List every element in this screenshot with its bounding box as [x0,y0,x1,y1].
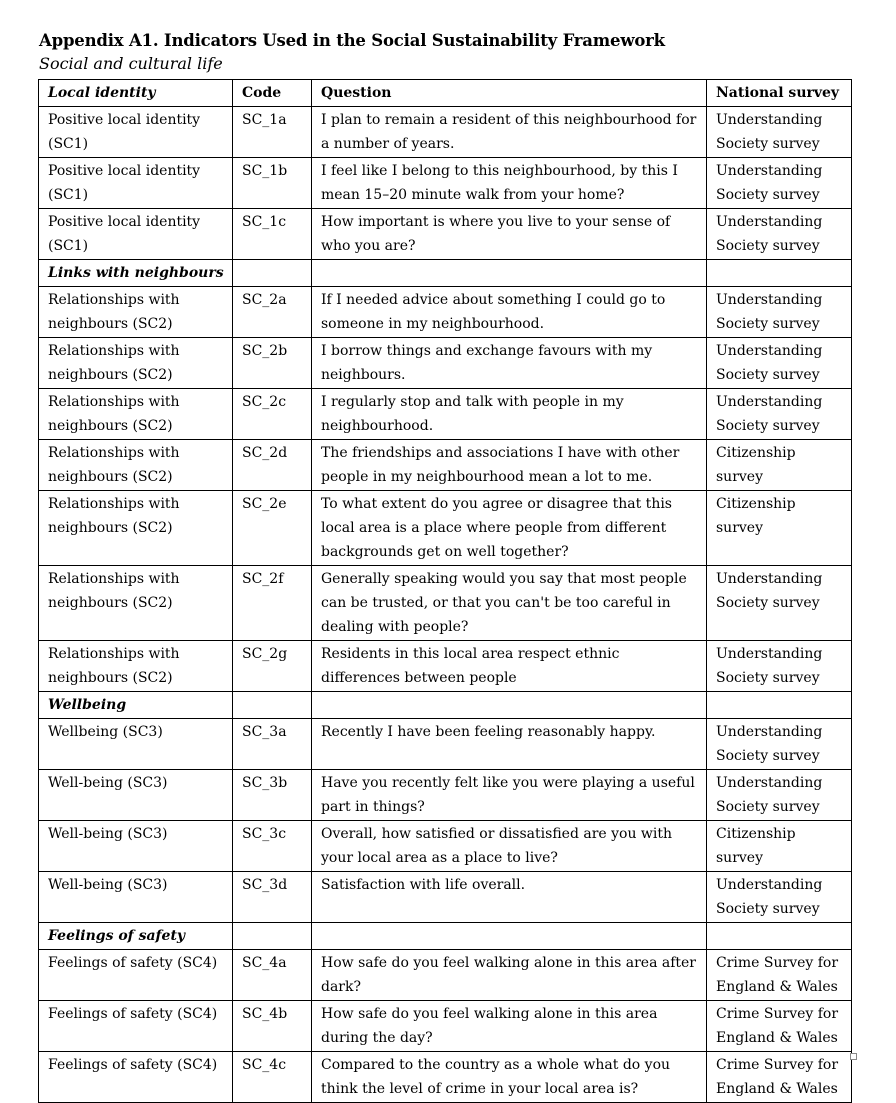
survey-cell: Crime Survey for England & Wales [707,1001,852,1052]
empty-cell [233,923,312,950]
survey-cell: Understanding Society survey [707,287,852,338]
code-cell: SC_2b [233,338,312,389]
question-cell: I regularly stop and talk with people in my neighbourhood. [312,389,707,440]
indicator-cell: Positive local identity (SC1) [39,209,233,260]
code-cell: SC_1a [233,107,312,158]
question-cell: I feel like I belong to this neighbourhood, by this I mean 15–20 minute walk from your home? [312,158,707,209]
table-row [39,491,852,566]
question-cell: The friendships and associations I have with other people in my neighbourhood mean a lot to me. [312,440,707,491]
document-title: Appendix A1. Indicators Used in the Social Sustainability Framework [39,31,665,50]
code-cell: SC_3c [233,821,312,872]
code-cell: SC_2f [233,566,312,641]
section-row [39,923,852,950]
survey-cell: Understanding Society survey [707,719,852,770]
question-cell: Have you recently felt like you were playing a useful part in things? [312,770,707,821]
code-cell: SC_1b [233,158,312,209]
empty-cell [233,692,312,719]
code-cell: SC_2a [233,287,312,338]
survey-cell: Understanding Society survey [707,641,852,692]
indicator-cell: Feelings of safety (SC4) [39,1052,233,1103]
section-heading: Feelings of safety [39,923,233,950]
question-cell: How safe do you feel walking alone in this area during the day? [312,1001,707,1052]
empty-cell [312,260,707,287]
section-heading: Wellbeing [39,692,233,719]
table-row [39,566,852,641]
question-cell: How safe do you feel walking alone in this area after dark? [312,950,707,1001]
question-cell: To what extent do you agree or disagree that this local area is a place where people from different backgrounds get on well together? [312,491,707,566]
table-header-row [39,80,852,107]
empty-cell [312,692,707,719]
table-row [39,821,852,872]
code-cell: SC_4b [233,1001,312,1052]
survey-cell: Understanding Society survey [707,209,852,260]
code-cell: SC_2d [233,440,312,491]
empty-cell [233,260,312,287]
question-cell: If I needed advice about something I could go to someone in my neighbourhood. [312,287,707,338]
section-heading: Links with neighbours [39,260,233,287]
survey-cell: Understanding Society survey [707,389,852,440]
table-row [39,872,852,923]
code-cell: SC_3d [233,872,312,923]
table-row [39,641,852,692]
table-row [39,770,852,821]
table-row [39,1052,852,1103]
code-cell: SC_4a [233,950,312,1001]
empty-cell [707,923,852,950]
header-question: Question [312,80,707,107]
indicator-cell: Feelings of safety (SC4) [39,1001,233,1052]
table-row [39,107,852,158]
indicator-cell: Relationships with neighbours (SC2) [39,287,233,338]
indicator-cell: Relationships with neighbours (SC2) [39,440,233,491]
table-resize-handle[interactable] [850,1053,857,1060]
table-row [39,209,852,260]
table-body [39,107,852,1103]
table-row [39,950,852,1001]
table-row [39,1001,852,1052]
survey-cell: Citizenship survey [707,491,852,566]
code-cell: SC_4c [233,1052,312,1103]
code-cell: SC_3b [233,770,312,821]
section-row [39,692,852,719]
question-cell: Satisfaction with life overall. [312,872,707,923]
code-cell: SC_3a [233,719,312,770]
header-national-survey: National survey [707,80,852,107]
table-row [39,338,852,389]
question-cell: Overall, how satisfied or dissatisfied are you with your local area as a place to live? [312,821,707,872]
indicator-cell: Relationships with neighbours (SC2) [39,389,233,440]
survey-cell: Crime Survey for England & Wales [707,1052,852,1103]
survey-cell: Understanding Society survey [707,158,852,209]
empty-cell [312,923,707,950]
question-cell: Generally speaking would you say that most people can be trusted, or that you can't be too careful in dealing with people? [312,566,707,641]
empty-cell [707,260,852,287]
indicator-cell: Well-being (SC3) [39,770,233,821]
table-row [39,287,852,338]
empty-cell [707,692,852,719]
section-row [39,260,852,287]
survey-cell: Crime Survey for England & Wales [707,950,852,1001]
question-cell: Recently I have been feeling reasonably happy. [312,719,707,770]
indicator-cell: Relationships with neighbours (SC2) [39,641,233,692]
table-row [39,719,852,770]
code-cell: SC_2c [233,389,312,440]
survey-cell: Understanding Society survey [707,566,852,641]
question-cell: Compared to the country as a whole what do you think the level of crime in your local area is? [312,1052,707,1103]
header-local-identity: Local identity [39,80,233,107]
indicator-cell: Feelings of safety (SC4) [39,950,233,1001]
indicator-cell: Wellbeing (SC3) [39,719,233,770]
table-row [39,440,852,491]
survey-cell: Understanding Society survey [707,872,852,923]
indicators-table [38,79,852,1103]
table-row [39,389,852,440]
document-subtitle: Social and cultural life [39,54,223,73]
indicator-cell: Relationships with neighbours (SC2) [39,566,233,641]
survey-cell: Understanding Society survey [707,338,852,389]
survey-cell: Citizenship survey [707,440,852,491]
code-cell: SC_2g [233,641,312,692]
code-cell: SC_1c [233,209,312,260]
indicator-cell: Well-being (SC3) [39,821,233,872]
survey-cell: Understanding Society survey [707,107,852,158]
indicator-cell: Well-being (SC3) [39,872,233,923]
question-cell: Residents in this local area respect ethnic differences between people [312,641,707,692]
question-cell: How important is where you live to your sense of who you are? [312,209,707,260]
indicator-cell: Relationships with neighbours (SC2) [39,491,233,566]
table-row [39,158,852,209]
indicator-cell: Positive local identity (SC1) [39,107,233,158]
survey-cell: Citizenship survey [707,821,852,872]
question-cell: I borrow things and exchange favours with my neighbours. [312,338,707,389]
header-code: Code [233,80,312,107]
code-cell: SC_2e [233,491,312,566]
survey-cell: Understanding Society survey [707,770,852,821]
indicator-cell: Positive local identity (SC1) [39,158,233,209]
indicator-cell: Relationships with neighbours (SC2) [39,338,233,389]
question-cell: I plan to remain a resident of this neighbourhood for a number of years. [312,107,707,158]
